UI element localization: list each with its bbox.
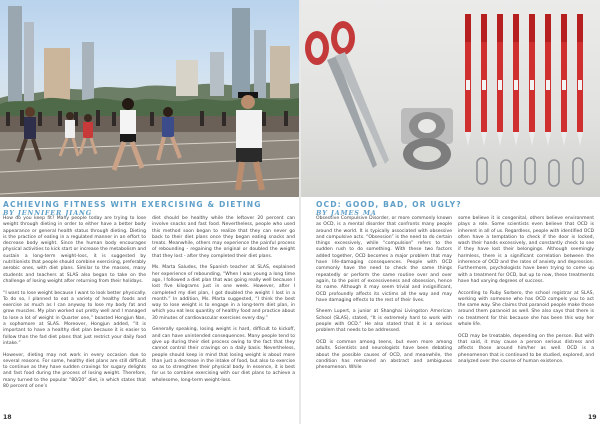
page-number: 18 xyxy=(3,414,12,421)
paragraph: OCD is common among teens, but even more among adults. Scientists and neurologists have been debating about the possible causes of OCD, and meanwhile, the condition has remained an abstract and ambiguous phenomenon. While xyxy=(316,339,452,371)
page-number: 19 xyxy=(588,414,597,421)
paperclips-icon xyxy=(477,158,583,186)
paragraph: According to Ruby Sorbero, the school registrar at SLAS, working with someone who has OCD compels you to act the same way. She claims that paranoid people make those around them paranoid as well. She also says that there is no treatment for this because she has been this way her whole life. xyxy=(458,290,594,328)
paragraph: However, dieting may not work in every occasion due to several reasons. For some, healthy diet plans are still difficult to continue as they have sudden cravings for sugary delights and fast food during the process of losing weight. Therefore, many turned to the popular “80/20” diet, in which states that 80 percent of one’s xyxy=(3,352,146,390)
red-pens-icon xyxy=(465,14,583,146)
article-byline: BY JAMES MA xyxy=(316,209,377,217)
paragraph: Sheem Lupert, a junior at Shanghai Livingston American School (SLAS), stated, “It is extremely hard to work with people with OCD.” He also stated that it is a serious problem that needs to be addressed. xyxy=(316,309,452,334)
article-column-1 xyxy=(316,216,452,371)
desk-supplies-art xyxy=(301,0,600,197)
runners-photo xyxy=(0,0,299,197)
article-title: ACHIEVING FITNESS WITH EXERCISING & DIETING xyxy=(3,200,262,209)
scissors-icon xyxy=(305,21,389,168)
article-title: OCD: GOOD, BAD, OR UGLY? xyxy=(316,200,462,209)
paragraph: Obsessive Compulsive Disorder, or more commonly known as OCD, is a mental disorder that confronts many people around the world. It is typically associated with obsessive and compulsive acts. “Obsession” is the need to do certain things excessively, while “compulsion” refers to the sudden rush to do something. With these two factors added together, OCD becomes a major problem that may have life-damaging consequences. People with OCD commonly have the need to check the same things repeatedly or perform the same routine over and over again, to the point of excessiveness and obsession, hence its name. Although it may seem trivial and insignificant, OCD profoundly affects its victims all the way and may have damaging effects to the rest of their lives. xyxy=(316,216,452,303)
paragraph: How do you keep fit? Many people today are trying to lose weight through dieting in order to either have a better body appearance or general health status through dieting. Dieting is the practice of eating in a regulated manner in an effort to decrease body weight. Since the human body encourages physical activities to kick start or increase the metabolism and sustain a long-term weight-loss, it is suggested by nutritionists that people should combine exercising, preferably aerobic ones, with diet plans. Similar to the masses, many students and teachers at SLAS also began to take on the challenge of losing weight after returning from their holidays. xyxy=(3,216,146,284)
paragraph: OCD may be treatable, depending on the person. But with that said, it may cause a person serious distress and affects those around him/her as well. OCD is a phenomenon that is continued to be studied, explored, and analyzed over the course of human existence. xyxy=(458,333,594,364)
paragraph: “I want to lose weight because I want to look better physically. To do so, I planned to eat a variety of healthy foods and exercise as much as I can anyway to lose my body fat and grow muscles. My plan worked out pretty well and I managed to lose a lot of weight in Quarter one,” boasted Hongjun Nan, a sophomore at SLAS. Moreover, Hongjun added, “It is important to have a healthy diet plan because it is easier to follow than the fad diet plans that just restrict your daily food intake.” xyxy=(3,290,146,346)
right-page xyxy=(301,0,600,424)
paragraph: Generally speaking, losing weight is hard, difficult to kickoff, and can have unintended consequences. Many people tend to give up during their diet process owing to the fact that they cannot control their cravings on a daily basis. Nevertheless, people should keep in mind that losing weight is about more than just a decrease in the intake of food, but also to exercise so as to strengthen their physical body. In essence, it is best for us to combine exercising with our diet plans to achieve a wholesome, long-term weight-loss. xyxy=(152,327,295,383)
runners-photo-art xyxy=(0,0,299,197)
tape-dispenser-icon xyxy=(401,108,453,170)
article-byline: BY JENNIFER JIANG xyxy=(3,209,93,217)
article-column-2 xyxy=(152,216,295,384)
article-column-2 xyxy=(458,216,594,365)
paragraph: diet should be healthy while the leftover 20 percent can involve snacks and fast food. Nevertheless, people who used this method soon began to realize that they can never go back to their diet plans once they began eating snacks and treats. Meanwhile, others may experience the painful process of rebounding - regaining the original or doubled the weight that they lost - after they completed their diet plans. xyxy=(152,216,295,259)
desk-supplies-photo xyxy=(301,0,600,197)
paragraph: Ms. Marta Saludes, the Spanish teacher at SLAS, explained her experience of rebounding, “When I was young a long time ago, I followed a diet plan that was going really well because I lost five kilograms just in one week. However, after I completed my diet plan, I got doubled the weight I lost in a month.” In addition, Ms. Marta suggested, “I think the best way to lose weight is to engage in a long-term diet plan, in which you eat less quantity of healthy food and practice about 30 minutes of cardiovascular exercises every day.” xyxy=(152,265,295,321)
left-page xyxy=(0,0,299,424)
article-column-1 xyxy=(3,216,146,390)
paragraph: some believe it is congenital, others believe environment plays a role. Some scientists even believe that OCD is inherent in all of us. Regardless, people with identified OCD often have a temptation to check if the door is locked, wash their hands excessively, and constantly check to see if they have lost their belongings. Although seemingly harmless, there is a significant correlation between the inherence of OCD and the rates of anxiety and depression. Furthermore, psychologists have been trying to come up with a treatment for OCD, but up to now, these treatments have had varying degrees of success. xyxy=(458,216,594,284)
